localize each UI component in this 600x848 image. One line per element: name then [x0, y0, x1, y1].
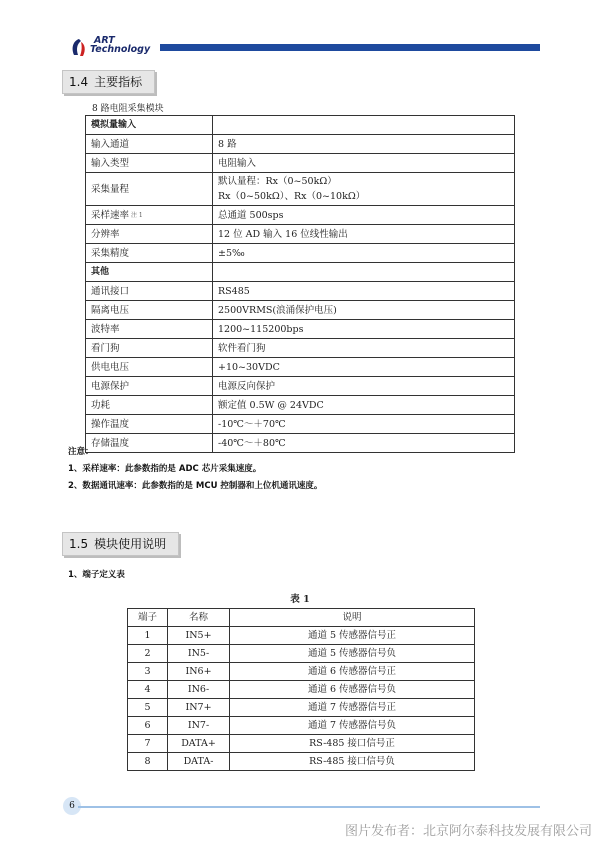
column-header: 说明: [230, 609, 475, 627]
spec-value-cell: [213, 173, 515, 206]
spec-label: 看门狗: [91, 342, 120, 354]
publisher-watermark: 图片发布者：北京阿尔泰科技发展有限公司: [344, 824, 592, 839]
spec-row: [86, 173, 515, 206]
table-row: [128, 699, 475, 717]
spec-label: 采集量程: [91, 183, 130, 195]
spec-row: [86, 415, 515, 434]
logo-mark-icon: [70, 38, 88, 58]
spec-label-cell: [86, 154, 213, 173]
terminal-number: 7: [128, 735, 168, 753]
spec-label-cell: [86, 173, 213, 206]
spec-value-cell: [213, 358, 515, 377]
spec-row: [86, 301, 515, 320]
spec-value: ±5‰: [218, 247, 245, 259]
spec-label: 供电电压: [91, 361, 130, 373]
table-caption: 表 1: [290, 594, 310, 605]
terminal-number: 3: [128, 663, 168, 681]
table-row: [128, 717, 475, 735]
spec-value-cell: [213, 396, 515, 415]
spec-value: RS485: [218, 285, 250, 297]
spec-label-cell: [86, 415, 213, 434]
terminal-name: IN5+: [168, 627, 230, 645]
terminal-number: 8: [128, 753, 168, 771]
header-bar: [160, 44, 540, 51]
note-item: 2、数据通讯速率：此参数指的是 MCU 控制器和上位机通讯速度。: [68, 481, 323, 491]
spec-group-row: [86, 263, 515, 282]
spec-label: 分辨率: [91, 228, 120, 240]
column-header: 端子: [128, 609, 168, 627]
spec-group-label: 其他: [86, 263, 213, 282]
terminal-description: RS-485 接口信号负: [230, 753, 475, 771]
spec-value: 软件看门狗: [218, 342, 266, 354]
section-number: 1.5: [69, 537, 89, 551]
spec-label-cell: [86, 135, 213, 154]
notes-block: [68, 444, 322, 495]
spec-value: -10℃～＋70℃: [218, 418, 286, 430]
terminal-number: 1: [128, 627, 168, 645]
section-heading: 主要指标: [94, 75, 143, 89]
terminal-table: [127, 608, 475, 771]
terminal-name: IN6-: [168, 681, 230, 699]
spec-label-cell: [86, 358, 213, 377]
spec-row: [86, 282, 515, 301]
terminal-description: 通道 6 传感器信号负: [230, 681, 475, 699]
spec-row: [86, 154, 515, 173]
section-title-1-4: [62, 70, 155, 94]
spec-row: [86, 135, 515, 154]
spec-label: 输入类型: [91, 157, 130, 169]
spec-label-cell: [86, 377, 213, 396]
section-heading: 模块使用说明: [94, 537, 167, 551]
terminal-number: 2: [128, 645, 168, 663]
spec-value-cell: [213, 154, 515, 173]
terminal-name: IN6+: [168, 663, 230, 681]
spec-row: [86, 320, 515, 339]
logo-line-2: Technology: [90, 44, 151, 55]
page-header: [0, 0, 600, 62]
terminal-description: RS-485 接口信号正: [230, 735, 475, 753]
spec-value: -40℃～＋80℃: [218, 437, 286, 449]
spec-label: 存储温度: [91, 437, 130, 449]
spec-label-cell: [86, 339, 213, 358]
spec-footnote-ref: 注 1: [131, 211, 143, 219]
page-number: 6: [63, 797, 81, 815]
spec-value: 1200~115200bps: [218, 323, 304, 335]
spec-value-cell: [213, 244, 515, 263]
table-row: [128, 627, 475, 645]
notes-heading: 注意：: [68, 447, 94, 457]
terminal-name: IN5-: [168, 645, 230, 663]
spec-value-cell: [213, 320, 515, 339]
spec-row: [86, 206, 515, 225]
spec-value-cell: [213, 206, 515, 225]
spec-label: 功耗: [91, 399, 111, 411]
terminal-description: 通道 6 传感器信号正: [230, 663, 475, 681]
column-header: 名称: [168, 609, 230, 627]
spec-label-cell: [86, 225, 213, 244]
footer-line: [78, 806, 540, 808]
spec-value-cell: [213, 282, 515, 301]
spec-label: 隔离电压: [91, 304, 130, 316]
terminal-number: 6: [128, 717, 168, 735]
spec-value-cell: [213, 377, 515, 396]
spec-value: 总通道 500sps: [218, 209, 284, 221]
terminal-number: 4: [128, 681, 168, 699]
spec-value-cell: [213, 135, 515, 154]
note-item: 1、采样速率：此参数指的是 ADC 芯片采集速度。: [68, 464, 262, 474]
spec-value-cell: [213, 301, 515, 320]
terminal-table-heading: 1、端子定义表: [68, 570, 125, 580]
section-title-1-5: [62, 532, 179, 556]
spec-value-cell: [213, 339, 515, 358]
spec-value: 2500VRMS(浪涌保护电压): [218, 304, 337, 316]
spec-table: [85, 115, 515, 453]
spec-value-cell: [213, 415, 515, 434]
spec-label: 输入通道: [91, 138, 130, 150]
spec-value: 8 路: [218, 138, 237, 150]
spec-value: +10~30VDC: [218, 361, 280, 373]
spec-group-row: [86, 116, 515, 135]
module-caption: 8 路电阻采集模块: [92, 104, 164, 114]
spec-row: [86, 396, 515, 415]
spec-row: [86, 377, 515, 396]
terminal-description: 通道 5 传感器信号负: [230, 645, 475, 663]
spec-group-empty: [213, 263, 515, 282]
spec-group-empty: [213, 116, 515, 135]
spec-value: 电阻输入: [218, 157, 257, 169]
terminal-name: IN7+: [168, 699, 230, 717]
terminal-name: DATA+: [168, 735, 230, 753]
company-logo: [70, 36, 160, 60]
spec-value: 默认量程：Rx（0~50kΩ）: [218, 176, 337, 187]
spec-label-cell: [86, 301, 213, 320]
terminal-name: DATA-: [168, 753, 230, 771]
table-row: [128, 681, 475, 699]
spec-label: 采集精度: [91, 247, 130, 259]
spec-row: [86, 358, 515, 377]
table-row: [128, 663, 475, 681]
spec-row: [86, 225, 515, 244]
spec-value: 额定值 0.5W @ 24VDC: [218, 399, 324, 411]
table-row: [128, 645, 475, 663]
spec-label: 采样速率: [91, 209, 130, 221]
spec-value-cell: [213, 225, 515, 244]
logo-line-1: ART: [94, 35, 115, 46]
spec-row: [86, 244, 515, 263]
spec-table-body: [86, 116, 515, 453]
spec-label-cell: [86, 282, 213, 301]
spec-label: 操作温度: [91, 418, 130, 430]
spec-label: 电源保护: [91, 380, 130, 392]
spec-label-cell: [86, 206, 213, 225]
spec-label-cell: [86, 244, 213, 263]
spec-label-cell: [86, 396, 213, 415]
spec-label: 波特率: [91, 323, 120, 335]
spec-label: 通讯接口: [91, 285, 130, 297]
section-number: 1.4: [69, 75, 89, 89]
spec-value-line-2: Rx（0~50kΩ）、Rx（0~10kΩ）: [218, 191, 366, 202]
terminal-table-header-row: [128, 609, 475, 627]
terminal-table-body: [128, 627, 475, 771]
logo-wordmark: [90, 36, 150, 54]
terminal-description: 通道 7 传感器信号正: [230, 699, 475, 717]
terminal-name: IN7-: [168, 717, 230, 735]
table-row: [128, 735, 475, 753]
spec-group-label: 模拟量输入: [86, 116, 213, 135]
table-row: [128, 753, 475, 771]
spec-row: [86, 339, 515, 358]
spec-value: 12 位 AD 输入 16 位线性输出: [218, 228, 348, 240]
spec-value: 电源反向保护: [218, 380, 276, 392]
terminal-number: 5: [128, 699, 168, 717]
terminal-description: 通道 7 传感器信号负: [230, 717, 475, 735]
spec-label-cell: [86, 320, 213, 339]
terminal-description: 通道 5 传感器信号正: [230, 627, 475, 645]
